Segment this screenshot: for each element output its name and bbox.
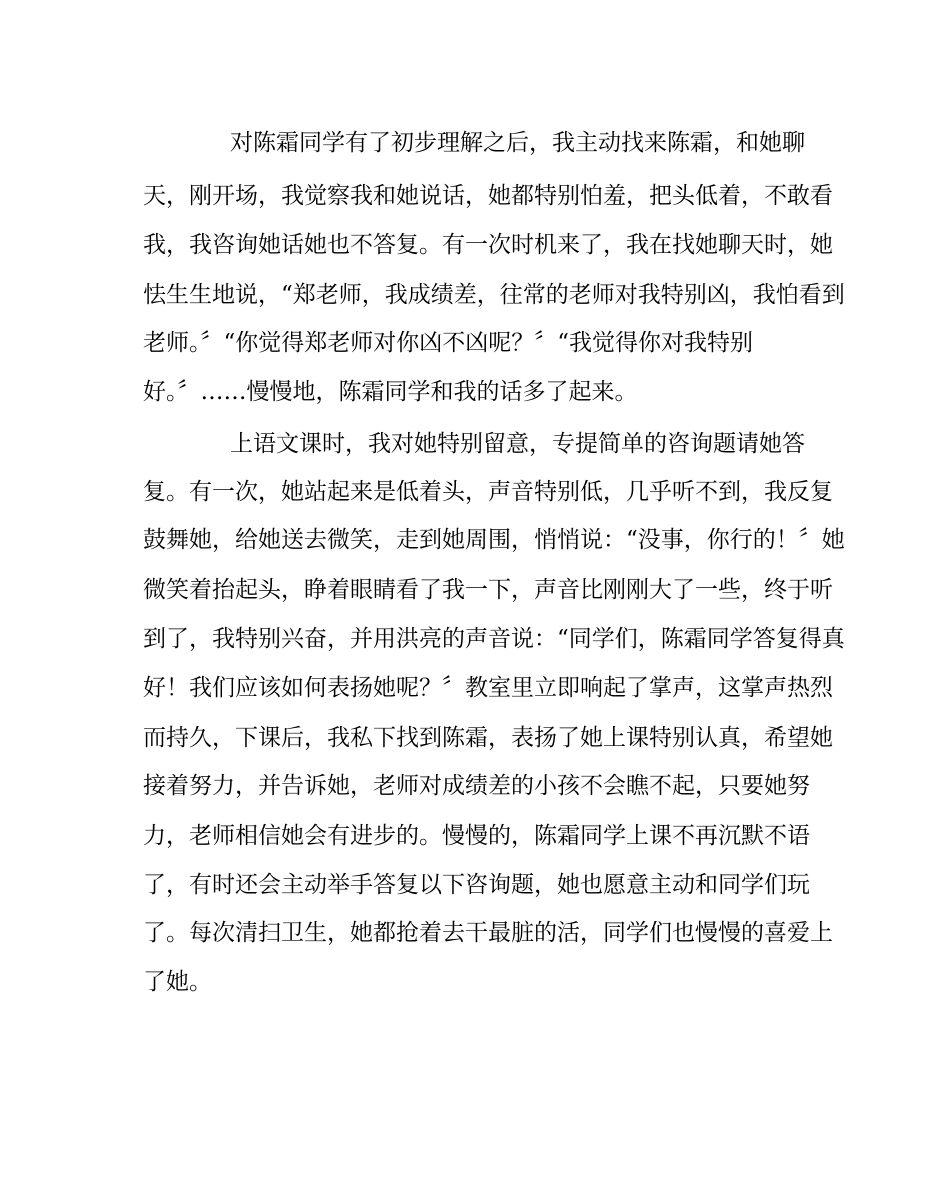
paragraph-2-line-4: 微笑着抬起头，睁着眼睛看了我一下，声音比刚刚大了一些，终于听	[143, 577, 833, 603]
paragraph-2-line-9: 力，老师相信她会有进步的。慢慢的，陈霜同学上课不再沉默不语	[143, 823, 810, 849]
paragraph-1-line-4: 怯生生地说，“郑老师，我成绩差，往常的老师对我特别凶，我怕看到	[143, 282, 845, 308]
paragraph-1-line-2: 天，刚开场，我觉察我和她说话，她都特别怕羞，把头低着，不敢看	[143, 183, 833, 209]
paragraph-1-line-1: 对陈霜同学有了初步理解之后，我主动找来陈霜，和她聊	[230, 130, 805, 156]
paragraph-2-line-12: 了她。	[143, 969, 212, 995]
paragraph-1-line-6: 好。〞……慢慢地，陈霜同学和我的话多了起来。	[143, 379, 638, 405]
paragraph-2-line-1: 上语文课时，我对她特别留意，专提简单的咨询题请她答	[230, 431, 805, 457]
paragraph-2-line-2: 复。有一次，她站起来是低着头，声音特别低，几乎听不到，我反复	[143, 479, 833, 505]
paragraph-2-line-11: 了。每次清扫卫生，她都抢着去干最脏的活，同学们也慢慢的喜爱上	[143, 920, 833, 946]
paragraph-2-line-3: 鼓舞她，给她送去微笑，走到她周围，悄悄说：“没事，你行的！〞她	[143, 527, 845, 553]
paragraph-2-line-6: 好！我们应该如何表扬她呢？〞教室里立即响起了掌声，这掌声热烈	[143, 675, 833, 701]
paragraph-2-line-8: 接着努力，并告诉她，老师对成绩差的小孩不会瞧不起，只要她努	[143, 773, 810, 799]
paragraph-2-line-10: 了，有时还会主动举手答复以下咨询题，她也愿意主动和同学们玩	[143, 872, 810, 898]
paragraph-2-line-5: 到了，我特别兴奋，并用洪亮的声音说：“同学们，陈霜同学答复得真	[143, 626, 845, 652]
paragraph-2-line-7: 而持久，下课后，我私下找到陈霜，表扬了她上课特别认真，希望她	[143, 725, 833, 751]
paragraph-1-line-5: 老师。〞“你觉得郑老师对你凶不凶呢？〞“我觉得你对我特别	[143, 330, 754, 356]
paragraph-1-line-3: 我，我咨询她话她也不答复。有一次时机来了，我在找她聊天时，她	[143, 232, 833, 258]
